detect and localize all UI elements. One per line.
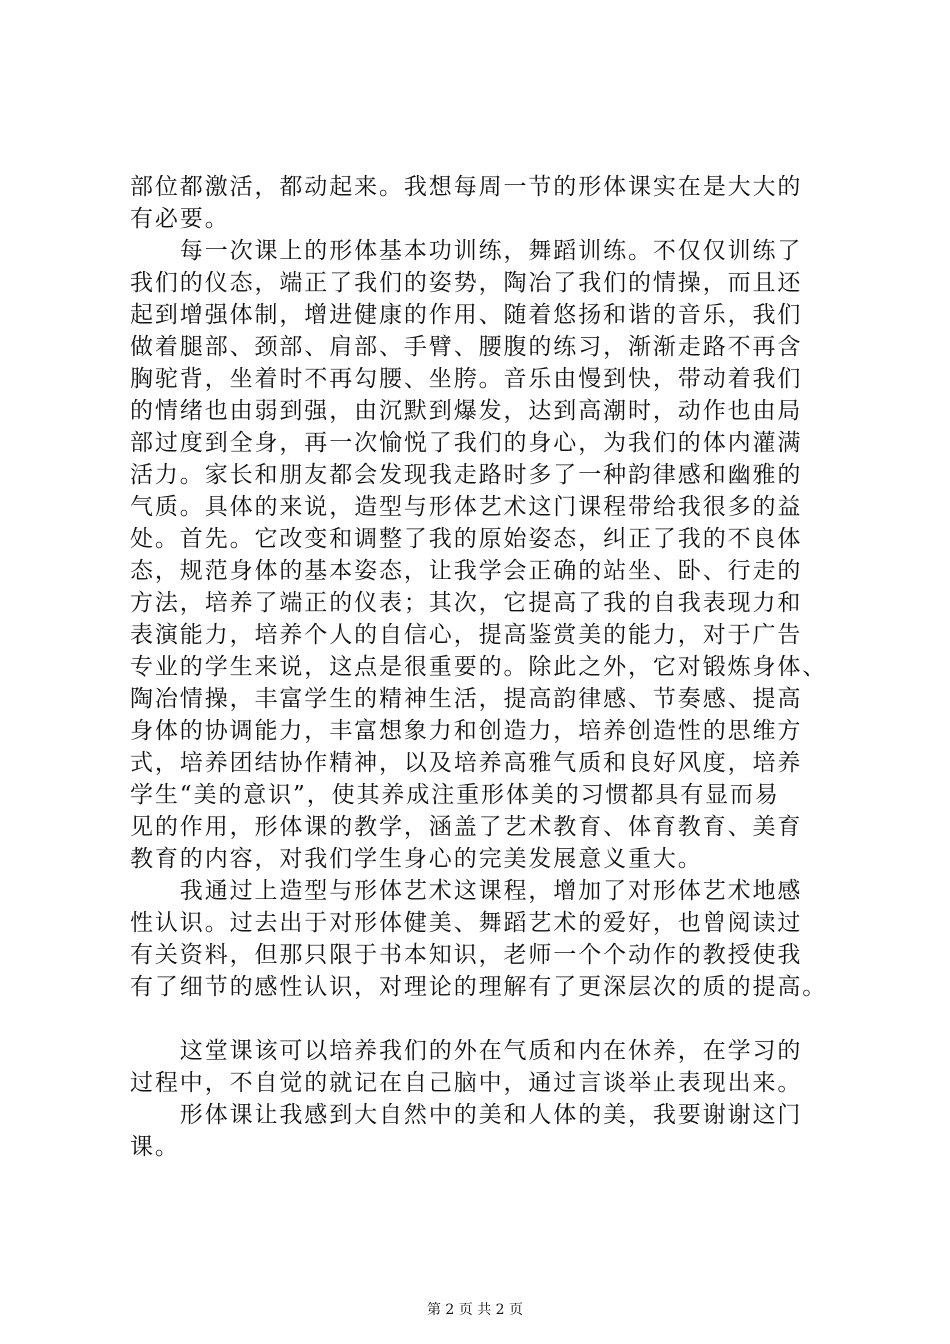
text-line: 式，培养团结协作精神，以及培养高雅气质和良好风度，培养	[130, 750, 803, 776]
text-line: 处。首先。它改变和调整了我的原始姿态，纠正了我的不良体	[130, 526, 803, 552]
text-line: 学生“美的意识”，使其养成注重形体美的习惯都具有显而易	[130, 782, 780, 808]
text-line: 部过度到全身，再一次愉悦了我们的身心，为我们的体内灌满	[130, 430, 803, 456]
text-line: 有关资料，但那只限于书本知识，老师一个个动作的教授使我	[130, 942, 803, 968]
text-line: 气质。具体的来说，造型与形体艺术这门课程带给我很多的益	[130, 494, 803, 520]
text-line: 我们的仪态，端正了我们的姿势，陶冶了我们的情操，而且还	[130, 270, 803, 296]
text-line: 表演能力，培养个人的自信心，提高鉴赏美的能力，对于广告	[130, 622, 803, 648]
text-line: 这堂课该可以培养我们的外在气质和内在休养，在学习的	[130, 1038, 803, 1064]
text-line: 过程中，不自觉的就记在自己脑中，通过言谈举止表现出来。	[130, 1070, 803, 1096]
document-body	[130, 171, 830, 1163]
text-line: 形体课让我感到大自然中的美和人体的美，我要谢谢这门	[130, 1102, 803, 1128]
text-line: 部位都激活，都动起来。我想每周一节的形体课实在是大大的	[130, 174, 803, 200]
text-line: 方法，培养了端正的仪表；其次，它提高了我的自我表现力和	[130, 590, 803, 616]
text-line: 做着腿部、颈部、肩部、手臂、腰腹的练习，渐渐走路不再含	[130, 334, 803, 360]
text-line: 性认识。过去出于对形体健美、舞蹈艺术的爱好，也曾阅读过	[130, 910, 803, 936]
text-line: 起到增强体制，增进健康的作用、随着悠扬和谐的音乐，我们	[130, 302, 803, 328]
text-line: 教育的内容，对我们学生身心的完美发展意义重大。	[130, 846, 703, 872]
text-line: 我通过上造型与形体艺术这课程，增加了对形体艺术地感	[130, 878, 803, 904]
text-line: 的情绪也由弱到强，由沉默到爆发，达到高潮时，动作也由局	[130, 398, 803, 424]
text-line: 见的作用，形体课的教学，涵盖了艺术教育、体育教育、美育	[130, 814, 803, 840]
text-line: 每一次课上的形体基本功训练，舞蹈训练。不仅仅训练了	[130, 238, 803, 264]
text-line: 专业的学生来说，这点是很重要的。除此之外，它对锻炼身体、	[130, 654, 828, 680]
text-line: 活力。家长和朋友都会发现我走路时多了一种韵律感和幽雅的	[130, 462, 803, 488]
page-footer: 第 2 页 共 2 页	[426, 1302, 524, 1318]
text-line: 有了细节的感性认识，对理论的理解有了更深层次的质的提高。	[130, 974, 828, 1000]
blank-line	[130, 1003, 830, 1035]
text-line: 态，规范身体的基本姿态，让我学会正确的站坐、卧、行走的	[130, 558, 803, 584]
text-line: 身体的协调能力，丰富想象力和创造力，培养创造性的思维方	[130, 718, 803, 744]
text-line: 陶冶情操，丰富学生的精神生活，提高韵律感、节奏感、提高	[130, 686, 803, 712]
text-line: 课。	[130, 1134, 180, 1160]
text-line: 有必要。	[130, 206, 230, 232]
text-line: 胸驼背，坐着时不再勾腰、坐胯。音乐由慢到快，带动着我们	[130, 366, 803, 392]
